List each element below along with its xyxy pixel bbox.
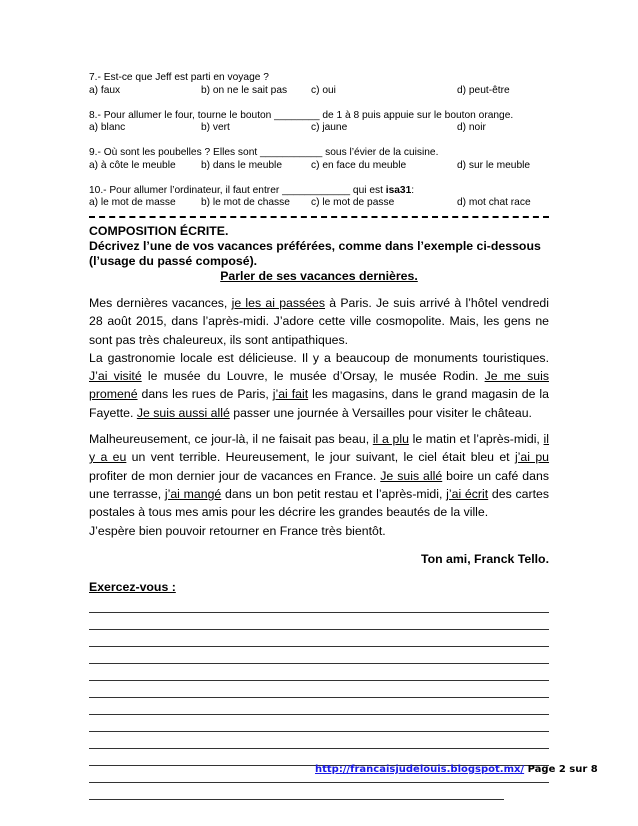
page-footer <box>315 764 598 775</box>
blog-link[interactable]: http://francaisjudelouis.blogspot.mx/ <box>315 764 525 775</box>
option-a: a) le mot de masse <box>89 197 176 208</box>
writing-line[interactable] <box>89 630 549 647</box>
option-d: d) sur le meuble <box>457 159 531 171</box>
option-d: d) peut-être <box>457 84 510 96</box>
question-8 <box>89 110 549 136</box>
question-10 <box>89 185 549 211</box>
writing-line[interactable] <box>89 664 549 681</box>
option-b: b) dans le meuble <box>201 159 282 171</box>
question-stem: 7.- Est-ce que Jeff est parti en voyage ? <box>89 72 269 83</box>
option-c: c) jaune <box>311 122 348 133</box>
option-b: b) vert <box>201 122 230 133</box>
password-text: isa31 <box>385 184 412 196</box>
writing-line[interactable] <box>89 698 549 715</box>
option-b: b) le mot de chasse <box>201 197 290 208</box>
document-page <box>89 72 549 800</box>
dashed-divider <box>89 216 549 218</box>
paragraph-1: Mes dernières vacances, je les ai passées à Paris. Je suis arrivé à l’hôtel vendredi 28 août 2015, dans l’après-midi. J’adore cette ville cosmopolite. Mais, les gens ne sont pas très chaleureux, ils sont antipathiques. <box>89 296 549 347</box>
question-7 <box>89 72 549 98</box>
writing-line[interactable] <box>89 613 549 630</box>
writing-line[interactable] <box>89 681 549 698</box>
paragraph-4: J’espère bien pouvoir retourner en France très bientôt. <box>89 523 386 538</box>
composition-instruction: Décrivez l’une de vos vacances préférées, comme dans l’exemple ci-dessous (l’usage du passé composé). <box>89 239 541 268</box>
writing-line[interactable] <box>89 715 549 732</box>
question-stem: 8.- Pour allumer le four, tourne le bouton ________ de 1 à 8 puis appuie sur le bouton orange. <box>89 109 514 121</box>
question-stem: 10.- Pour allumer l’ordinateur, il faut entrer ____________ qui est isa31: <box>89 184 415 196</box>
example-text <box>89 294 549 540</box>
option-a: a) faux <box>89 84 121 96</box>
writing-line[interactable] <box>89 596 549 613</box>
option-c: c) le mot de passe <box>311 197 395 208</box>
option-d: d) mot chat race <box>457 197 531 208</box>
composition-subtitle: Parler de ses vacances dernières. <box>220 269 418 283</box>
option-c: c) oui <box>311 84 336 96</box>
option-d: d) noir <box>457 122 486 133</box>
question-stem: 9.- Où sont les poubelles ? Elles sont ___________ sous l’évier de la cuisine. <box>89 147 439 158</box>
paragraph-3: Malheureusement, ce jour-là, il ne faisait pas beau, il a plu le matin et l’après-midi, il y a eu un vent terrible. Heureusement, le jour suivant, le ciel était bleu et j’ai pu profiter de mon dernier jour de vacances en France. Je suis allé boire un café dans une terrasse, j’ai mangé dans un bon petit restau et l’après-midi, j’ai écrit des cartes postales à tous mes amis pour les décrire les grandes beautés de la ville. <box>89 432 550 520</box>
exercise-label: Exercez-vous : <box>89 579 176 594</box>
option-a: a) à côte le meuble <box>89 159 176 171</box>
option-c: c) en face du meuble <box>311 159 407 171</box>
option-b: b) on ne le sait pas <box>201 84 288 96</box>
question-9 <box>89 147 549 173</box>
composition-title: COMPOSITION ÉCRITE. <box>89 224 229 238</box>
page-number: Page 2 sur 8 <box>524 764 598 775</box>
writing-line[interactable] <box>89 732 549 749</box>
option-a: a) blanc <box>89 122 126 133</box>
signature: Ton ami, Franck Tello. <box>420 551 549 566</box>
paragraph-2: La gastronomie locale est délicieuse. Il y a beaucoup de monuments touristiques. J’ai visité le musée du Louvre, le musée d’Orsay, le musée Rodin. Je me suis promené dans les rues de Paris, j’ai fait les magasins, dans le grand magasin de la Fayette. Je suis aussi allé passer une journée à Versailles pour visiter le château. <box>89 350 550 420</box>
writing-line[interactable] <box>89 783 504 800</box>
writing-line[interactable] <box>89 647 549 664</box>
